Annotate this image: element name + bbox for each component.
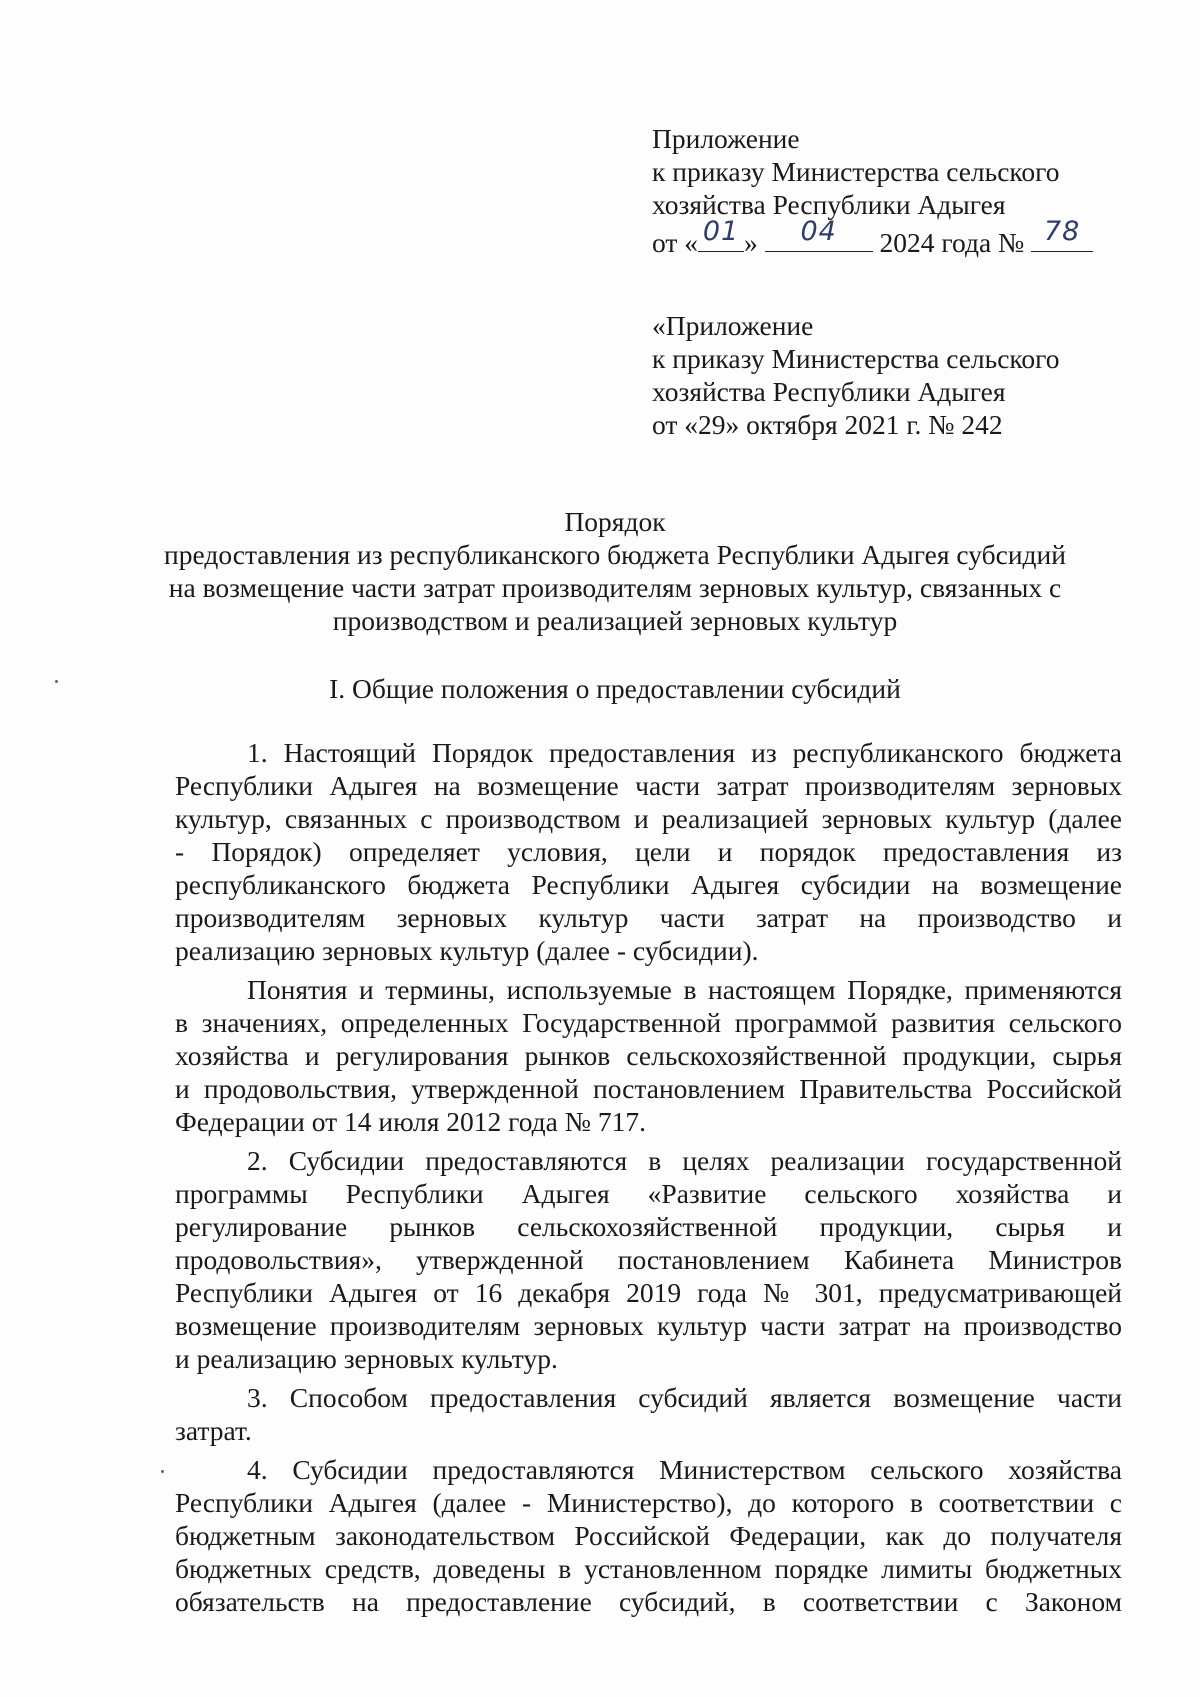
scan-speck: [55, 680, 58, 683]
text-line: бюджетным законодательством Российской Федерации, как до получателя: [175, 1520, 1122, 1551]
old-appendix-date: от «29» октября 2021 г. № 242: [652, 409, 1003, 440]
date-prefix: от «: [652, 227, 699, 258]
month-fill-field: [765, 216, 873, 252]
scan-speck: [161, 1470, 164, 1473]
date-mid: »: [744, 227, 758, 258]
paragraph-2: [175, 973, 1122, 1138]
text-line: 3. Способом предоставления субсидий является возмещение части: [247, 1382, 1122, 1413]
paragraph-3: [175, 1144, 1122, 1375]
appendix-order-ref: к приказу Министерства сельского: [652, 156, 1060, 187]
text-line: Понятия и термины, используемые в настоящем Порядке, применяются: [247, 974, 1122, 1005]
handwritten-number: 78: [1043, 216, 1081, 247]
text-line: обязательств на предоставление субсидий, в соответствии с Законом: [175, 1586, 1122, 1617]
title-subtitle-line: на возмещение части затрат производителям зерновых культур, связанных с: [168, 572, 1062, 603]
paragraph-1: [175, 736, 1122, 967]
appendix-header-new: [652, 122, 1132, 259]
text-line: регулирование рынков сельскохозяйственной продукции, сырья и: [175, 1211, 1122, 1242]
text-line: Республики Адыгея (далее - Министерство), до которого в соответствии с: [175, 1487, 1122, 1518]
title-subtitle-line: предоставления из республиканского бюджета Республики Адыгея субсидий: [164, 539, 1066, 570]
text-line: 1. Настоящий Порядок предоставления из республиканского бюджета: [247, 737, 1122, 768]
text-line: реализацию зерновых культур (далее - субсидии).: [175, 935, 759, 966]
text-line: производителям зерновых культур части затрат на производство и: [175, 902, 1122, 933]
title-subtitle-line: производством и реализацией зерновых культур: [332, 605, 898, 636]
title-heading: Порядок: [564, 506, 666, 537]
appendix-date-line: [652, 216, 1132, 259]
text-line: республиканского бюджета Республики Адыгея субсидии на возмещение: [175, 869, 1122, 900]
appendix-ministry: хозяйства Республики Адыгея: [652, 189, 1006, 220]
year-text: 2024 года №: [879, 227, 1025, 258]
section-heading: I. Общие положения о предоставлении субсидий: [329, 673, 901, 704]
paragraph-5: [175, 1453, 1122, 1618]
text-line: культур, связанных с производством и реализацией зерновых культур (далее: [175, 803, 1122, 834]
text-line: и продовольствия, утвержденной постановлением Правительства Российской: [175, 1073, 1122, 1104]
text-line: Республики Адыгея на возмещение части затрат производителям зерновых: [175, 770, 1122, 801]
text-line: 2. Субсидии предоставляются в целях реализации государственной: [247, 1145, 1122, 1176]
text-line: и реализацию зерновых культур.: [175, 1343, 558, 1374]
day-fill-field: [698, 216, 744, 252]
text-line: - Порядок) определяет условия, цели и порядок предоставления из: [175, 836, 1122, 867]
appendix-label: Приложение: [652, 123, 800, 154]
appendix-header-old: [652, 309, 1132, 441]
old-appendix-label: «Приложение: [652, 310, 814, 341]
text-line: затрат.: [175, 1415, 252, 1446]
document-title: [150, 505, 1080, 637]
text-line: хозяйства и регулирования рынков сельскохозяйственной продукции, сырья: [175, 1040, 1122, 1071]
text-line: в значениях, определенных Государственной программой развития сельского: [175, 1007, 1122, 1038]
old-appendix-ministry: хозяйства Республики Адыгея: [652, 376, 1006, 407]
text-line: возмещение производителям зерновых культур части затрат на производство: [175, 1310, 1122, 1341]
document-body: [175, 736, 1122, 1618]
text-line: бюджетных средств, доведены в установленном порядке лимиты бюджетных: [175, 1553, 1122, 1584]
text-line: продовольствия», утвержденной постановлением Кабинета Министров: [175, 1244, 1122, 1275]
handwritten-day: 01: [702, 216, 740, 247]
paragraph-4: [175, 1381, 1122, 1447]
text-line: 4. Субсидии предоставляются Министерством сельского хозяйства: [247, 1454, 1122, 1485]
text-line: программы Республики Адыгея «Развитие сельского хозяйства и: [175, 1178, 1122, 1209]
number-fill-field: [1031, 216, 1093, 252]
text-line: Федерации от 14 июля 2012 года № 717.: [175, 1106, 646, 1137]
old-appendix-order-ref: к приказу Министерства сельского: [652, 343, 1060, 374]
handwritten-month: 04: [800, 216, 837, 247]
text-line: Республики Адыгея от 16 декабря 2019 года № 301, предусматривающей: [175, 1277, 1122, 1308]
